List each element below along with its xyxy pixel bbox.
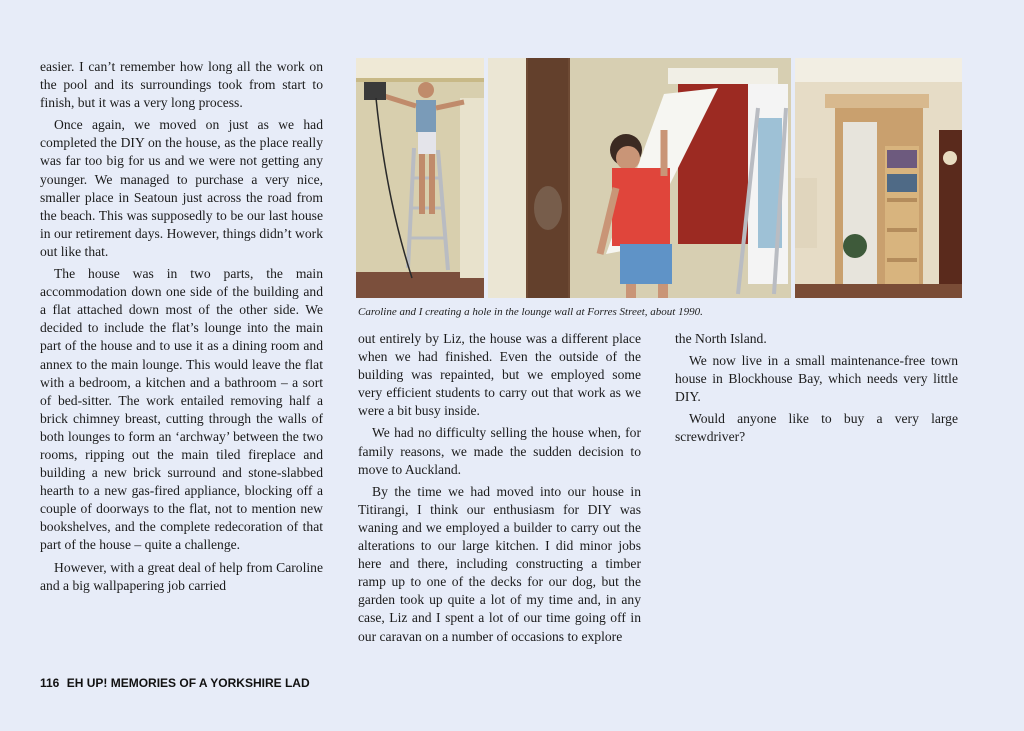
photo-sanding-wall [356, 58, 484, 298]
text-column-2 [358, 330, 641, 650]
paragraph: However, with a great deal of help from Caroline and a big wallpapering job carried [40, 559, 323, 593]
paragraph: easier. I can’t remember how long all the work on the pool and its surroundings took from start to finish, but it was a very long process. [40, 59, 323, 111]
running-title: EH UP! MEMORIES OF A YORKSHIRE LAD [66, 676, 310, 690]
paragraph: The house was in two parts, the main accommodation down one side of the building and a flat attached down most of the other side. We decided to include the flat’s lounge into the main part of the house and to use it as a dining room and annex to the main lounge. This would leave the flat with a bedroom, a kitchen and a bathroom – a sort of bed-sitter. The work entailed removing half a brick chimney breast, cutting through the walls of both lounges to form an ‘archway’ between the two rooms, ripping out the main tiled fireplace and building a new brick surround and stone-slabbed hearth to a new gas-fired appliance, blocking off a couple of doorways to the flat, not to mention new bookshelves, and the complete redecoration of that part of the house – quite a challenge. [40, 266, 323, 553]
page-footer [40, 676, 310, 690]
paragraph: We now live in a small maintenance-free town house in Blockhouse Bay, which needs very little DIY. [675, 353, 958, 405]
paragraph: Once again, we moved on just as we had completed the DIY on the house, as the place really was far too big for us and we were not getting any younger. We managed to purchase a very nice, smaller place in Seatoun just across the road from the beach. This was supposedly to be our last house in our retirement days. However, things didn’t work out like that. [40, 117, 323, 259]
paragraph: the North Island. [675, 331, 767, 346]
photo-wallpaper-removal [488, 58, 791, 298]
photo-finished-archway [795, 58, 962, 298]
paragraph: We had no difficulty selling the house when, for family reasons, we made the sudden decision to move to Auckland. [358, 425, 641, 477]
paragraph: Would anyone like to buy a very large screwdriver? [675, 411, 958, 445]
paragraph: By the time we had moved into our house in Titirangi, I think our enthusiasm for DIY was waning and we employed a builder to carry out the alterations to our large kitchen. I did minor jobs here and there, including constructing a timber ramp up to one of the decks for our dog, but the garden took up quite a lot of my time and, in any case, Liz and I spent a lot of our time going off in our caravan on a number of occasions to explore [358, 483, 641, 644]
text-column-3 [675, 330, 958, 451]
photo-wallpaper-removal-image [488, 58, 791, 298]
paragraph: out entirely by Liz, the house was a different place when we had finished. Even the outside of the building was repainted, but we employed some very efficient students to carry out that work as we were a bit busy inside. [358, 331, 641, 419]
photo-sanding-wall-image [356, 58, 484, 298]
text-column-1 [40, 58, 323, 599]
photo-finished-archway-image [795, 58, 962, 298]
page-number: 116 [40, 676, 60, 690]
photo-caption: Caroline and I creating a hole in the lounge wall at Forres Street, about 1990. [358, 306, 703, 318]
photo-strip [356, 58, 962, 298]
